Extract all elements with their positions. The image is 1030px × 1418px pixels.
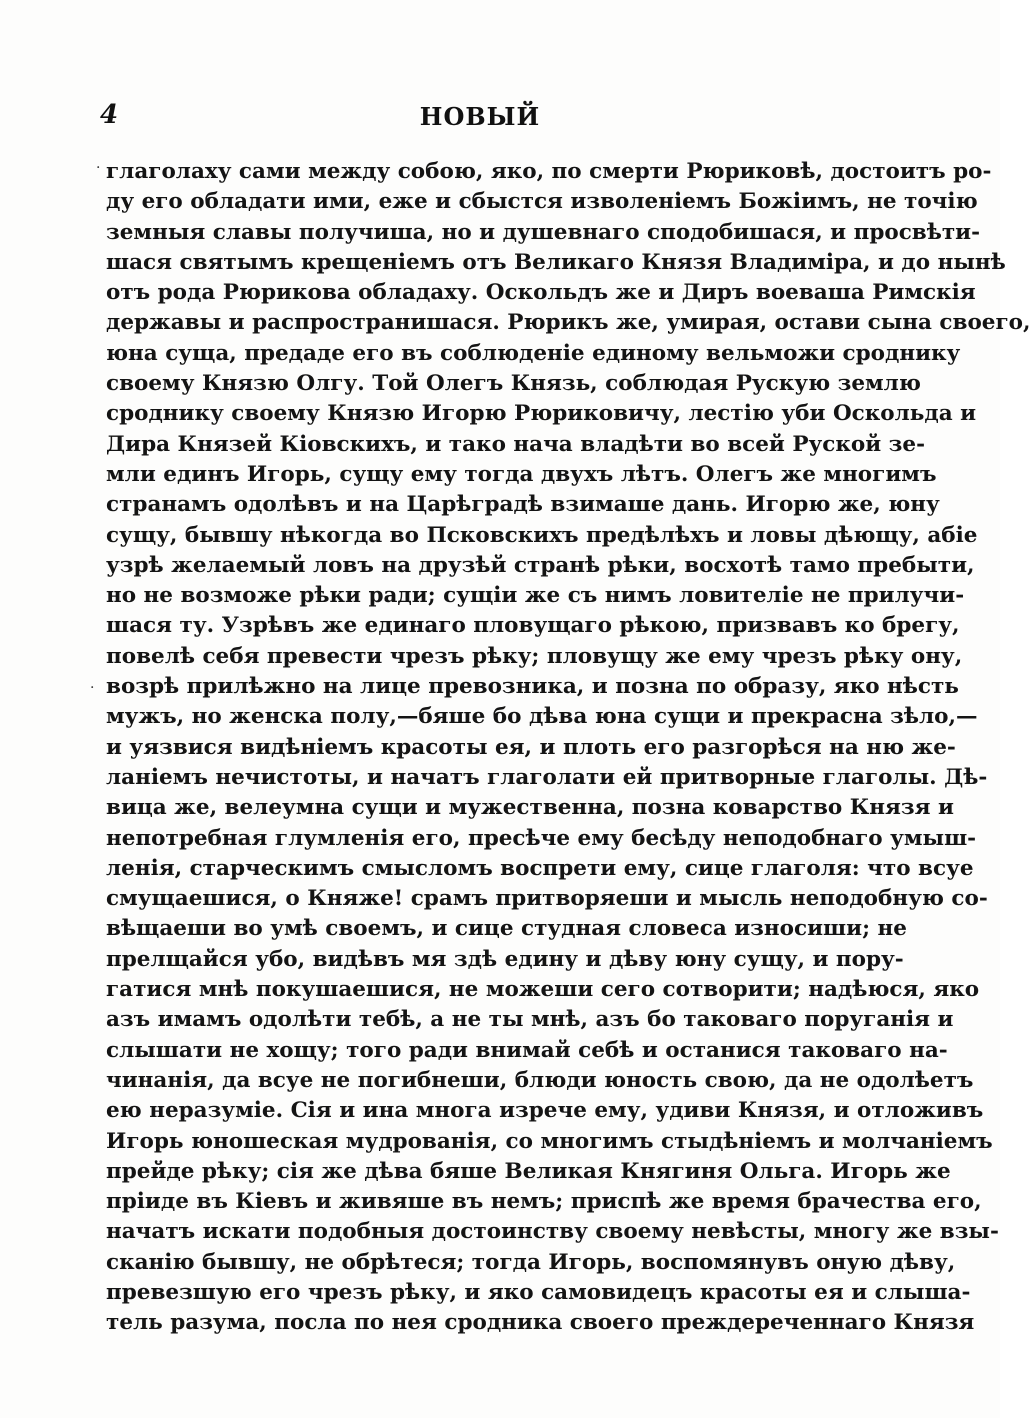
text-line: но не возможе рѣки ради; сущіи же съ нимъ ловителіе не прилучи-	[106, 583, 965, 609]
text-line: ею неразуміе. Сія и ина многа изрече ему, удиви Князя, и отложивъ	[106, 1098, 984, 1124]
text-line: ду его обладати ими, еже и сбыстся изволеніемъ Божіимъ, не точію	[106, 189, 978, 215]
text-line: юна суща, предаде его въ соблюденіе единому вельможи сроднику	[106, 340, 961, 366]
text-line: и уязвися видѣніемъ красоты ея, и плоть его разгорѣся на ню же-	[106, 734, 956, 760]
text-line: тель разума, посла по нея сродника своего преждереченнаго Князя	[106, 1310, 975, 1336]
text-line: чинанія, да всуе не погибнеши, блюди юность свою, да не одолѣетъ	[106, 1067, 974, 1093]
margin-dot: ·	[96, 160, 101, 176]
text-line: Игорь юношеская мудрованія, со многимъ стыдѣніемъ и молчаніемъ	[106, 1128, 993, 1154]
text-line: мужъ, но женска полу,—бяше бо дѣва юна сущи и прекрасна зѣло,—	[106, 704, 978, 730]
text-line: своему Князю Олгу. Той Олегъ Князь, соблюдая Рускую землю	[106, 371, 921, 397]
text-line: отъ рода Рюрикова обладаху. Оскольдъ же и Диръ воеваша Римскія	[106, 280, 976, 306]
page-header	[100, 100, 860, 140]
text-line: сроднику своему Князю Игорю Рюриковичу, лестію уби Оскольда и	[106, 401, 977, 427]
text-line: земныя славы получиша, но и душевнаго сподобишася, и просвѣти-	[106, 219, 981, 245]
text-line: сущу, бывшу нѣкогда во Псковскихъ предѣлѣхъ и ловы дѣющу, абіе	[106, 522, 978, 548]
text-line: азъ имамъ одолѣти тебѣ, а не ты мнѣ, азъ бо таковаго поруганія и	[106, 1007, 954, 1033]
text-line: смущаешися, о Княже! срамъ притворяеши и мысль неподобную со-	[106, 886, 988, 912]
text-line: ленія, старческимъ смысломъ воспрети ему, сице глаголя: что всуе	[106, 855, 974, 881]
text-line: прелщайся убо, видѣвъ мя здѣ едину и дѣву юну сущу, и пору-	[106, 946, 904, 972]
text-line: превезшую его чрезъ рѣку, и яко самовидецъ красоты ея и слыша-	[106, 1279, 971, 1305]
text-line: мли единъ Игорь, сущу ему тогда двухъ лѣтъ. Олегъ же многимъ	[106, 461, 937, 487]
text-line: ланіемъ нечистоты, и начатъ глаголати ей притворные глаголы. Дѣ-	[106, 764, 988, 790]
text-line: державы и распространишася. Рюрикъ же, умирая, остави сына своего,	[106, 310, 1030, 336]
text-line: возрѣ прилѣжно на лице превозника, и позна по образу, яко нѣсть	[106, 674, 959, 700]
text-line: пріиде въ Кіевъ и живяше въ немъ; приспѣ же время брачества его,	[106, 1189, 982, 1215]
text-line: начатъ искати подобныя достоинству своему невѣсты, многу же взы-	[106, 1219, 999, 1245]
text-line: узрѣ желаемый ловъ на друзѣй странѣ рѣки, восхотѣ тамо пребыти,	[106, 552, 975, 578]
text-line: Дира Князей Кіовскихъ, и тако нача владѣти во всей Руской зе-	[106, 431, 926, 457]
text-line: повелѣ себя превести чрезъ рѣку; пловущу же ему чрезъ рѣку ону,	[106, 643, 963, 669]
running-title: НОВЫЙ	[419, 102, 541, 131]
text-line: слышати не хощу; того ради внимай себѣ и останися таковаго на-	[106, 1037, 948, 1063]
text-line: странамъ одолѣвъ и на Царѣградѣ взимаше дань. Игорю же, юну	[106, 492, 940, 518]
text-line: глаголаху сами между собою, яко, по смерти Рюриковѣ, достоитъ ро-	[106, 159, 992, 184]
text-line: сканію бывшу, не обрѣтеся; тогда Игорь, воспомянувъ оную дѣву,	[106, 1249, 956, 1275]
text-line: непотребная глумленія его, пресѣче ему бесѣду неподобнаго умыш-	[106, 825, 977, 851]
body-text	[106, 157, 1030, 1339]
text-line: шася ту. Узрѣвъ же единаго пловущаго рѣкою, призвавъ ко брегу,	[106, 613, 960, 639]
margin-dot: ·	[90, 680, 95, 696]
text-line: прейде рѣку; сія же дѣва бяше Великая Княгиня Ольга. Игорь же	[106, 1158, 951, 1184]
page-number: 4	[100, 100, 119, 130]
text-line: вица же, велеумна сущи и мужественна, позна коварство Князя и	[106, 795, 954, 821]
text-line: вѣщаеши во умѣ своемъ, и сице студная словеса износиши; не	[106, 916, 907, 942]
text-line: шася святымъ крещеніемъ отъ Великаго Князя Владиміра, и до нынѣ	[106, 249, 1006, 275]
text-line: гатися мнѣ покушаешися, не можеши сего сотворити; надѣюся, яко	[106, 977, 980, 1003]
